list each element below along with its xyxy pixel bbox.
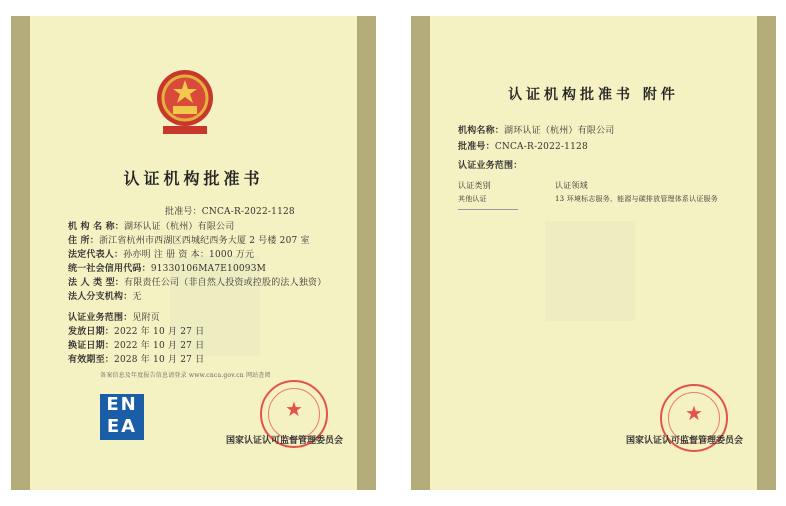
list-item: 认证业务范围：见附页 (68, 313, 161, 323)
list-item: 住 所：浙江省杭州市西湖区西城纪西务大厦 2 号楼 207 室 (68, 236, 310, 246)
issuing-authority: 国家认证认可监督管理委员会 (226, 436, 344, 446)
certificate-annex-page (411, 16, 776, 490)
list-item: 法 人 类 型：有限责任公司（非自然人投资或控股的法人独资） (68, 278, 327, 288)
certificate-paper (430, 16, 757, 490)
list-item: 机构名称：湖环认证（杭州）有限公司 (458, 126, 615, 136)
table-cell: 其他认证 (458, 195, 487, 203)
list-item: 法定代表人：孙亦明 注 册 资 本：1000 万元 (68, 250, 255, 260)
list-item: 机 构 名 称：湖环认证（杭州）有限公司 (68, 222, 235, 232)
list-item: 换证日期：2022 年 10 月 27 日 (68, 341, 205, 351)
list-item: 批准号：CNCA-R-2022-1128 (458, 142, 588, 152)
filing-note: 备案信息及年度报告信息请登录 www.cnca.gov.cn 网站查阅 (100, 372, 271, 379)
approval-number: 批准号：CNCA-R-2022-1128 (165, 207, 295, 217)
table-header: 认证领域 (555, 181, 588, 190)
issuing-authority: 国家认证认可监督管理委员会 (626, 436, 744, 446)
cnas-logo-icon: EN EA (100, 394, 144, 440)
page-title: 认证机构批准书 附件 (508, 87, 679, 103)
national-emblem-icon (153, 64, 217, 144)
list-item: 有效期至：2028 年 10 月 27 日 (68, 355, 205, 365)
certificate-paper (30, 16, 357, 490)
page-title: 认证机构批准书 (123, 169, 264, 188)
list-item: 认证业务范围： (458, 161, 523, 171)
watermark-icon (545, 221, 635, 321)
list-item: 统一社会信用代码：91330106MA7E10093M (68, 264, 267, 274)
official-seal-icon: ★ (260, 380, 328, 448)
table-cell: 13 环境标志服务、能源与碳排放管理体系认证服务 (555, 195, 718, 203)
table-header: 认证类别 (458, 181, 491, 190)
divider (458, 209, 518, 210)
official-seal-icon: ★ (660, 384, 728, 452)
certificate-main-page (11, 16, 376, 490)
list-item: 法人分支机构：无 (68, 292, 142, 302)
list-item: 发放日期：2022 年 10 月 27 日 (68, 327, 205, 337)
